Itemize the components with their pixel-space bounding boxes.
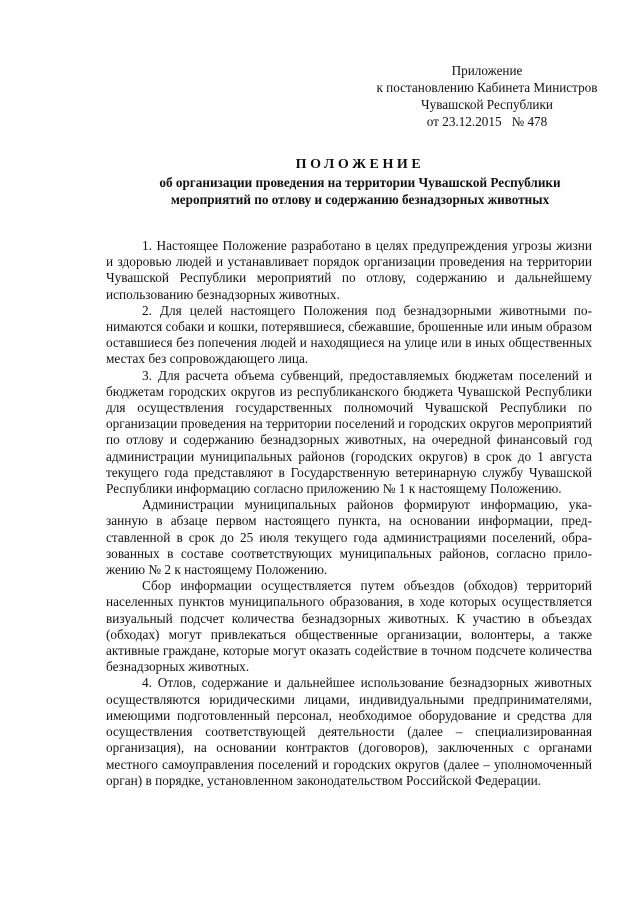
paragraph-2: 2. Для целей настоящего Положения под безнадзорными животными понимаются собаки и кошки, потерявшиеся, сбежавшие, брошенные или иным образом оставшиеся без попечения людей и находящиеся на улице или в иных общественных местах без сопровождающего лица. xyxy=(106,302,592,367)
document-title: ПОЛОЖЕНИЕ xyxy=(295,157,425,172)
document-subtitle-line-2: мероприятий по отлову и содержанию безнадзорных животных xyxy=(170,192,550,207)
document-body xyxy=(106,238,592,789)
paragraph-3-second: Администрации муниципальных районов формируют информацию, указанную в абзаце первом настоящего пункта, на основании информации, представленной в срок до 25 июля текущего года администрациями поселений, образованных в составе соответствующих муниципальных районов, согласно приложению № 2 к настоящему Положению. xyxy=(106,497,592,578)
paragraph-4: 4. Отлов, содержание и дальнейшее использование безнадзорных животных осуществляются юридическими лицами, индивидуальными предпринимателями, имеющими подготовленный персонал, необходимое оборудование и средства для осуществления соответствующей деятельности (далее – специализированная организация), на основании контрактов (договоров), заключенных с органами местного самоуправления поселений и городских округов (далее – уполномоченный орган) в порядке, установленном законодательством Российской Федерации. xyxy=(106,675,592,788)
appendix-block xyxy=(352,62,622,130)
paragraph-3: 3. Для расчета объема субвенций, предоставляемых бюджетам поселений и бюджетам городских округов из республиканского бюджета Чувашской Республики для осуществления государственных полномочий Чувашской Республики по организации проведения на территории поселений и городских округов мероприятий по отлову и содержанию безнадзорных животных, на очередной финансовый год администрации муниципальных районов (городских округов) в срок до 1 августа текущего года представляют в Государственную ветеринарную службу Чувашской Республики информацию согласно приложению № 1 к настоящему Положению. xyxy=(106,367,592,497)
appendix-date-line xyxy=(352,113,622,130)
appendix-number: № 478 xyxy=(511,114,548,129)
document-heading xyxy=(100,156,620,208)
appendix-republic-line: Чувашской Республики xyxy=(421,97,553,112)
document-subtitle-line-1: об организации проведения на территории Чувашской Республики xyxy=(159,175,561,190)
appendix-date: от 23.12.2015 xyxy=(426,114,502,129)
paragraph-3-third: Сбор информации осуществляется путем объездов (обходов) территорий населенных пунктов муниципального образования, в ходе которых осуществляется визуальный подсчет количества безнадзорных животных. К участию в объездах (обходах) могут привлекаться общественные организации, волонтеры, а также активные граждане, которые могут оказать содействие в точном подсчете количества безнадзорных животных. xyxy=(106,578,592,675)
paragraph-1: 1. Настоящее Положение разработано в целях предупреждения угрозы жизни и здоровью людей и устанавливает порядок организации проведения на территории Чувашской Республики мероприятий по отлову, содержанию и дальнейшему использованию безнадзорных животных. xyxy=(106,238,592,302)
appendix-label: Приложение xyxy=(451,63,523,78)
appendix-decree-line: к постановлению Кабинета Министров xyxy=(376,80,598,95)
